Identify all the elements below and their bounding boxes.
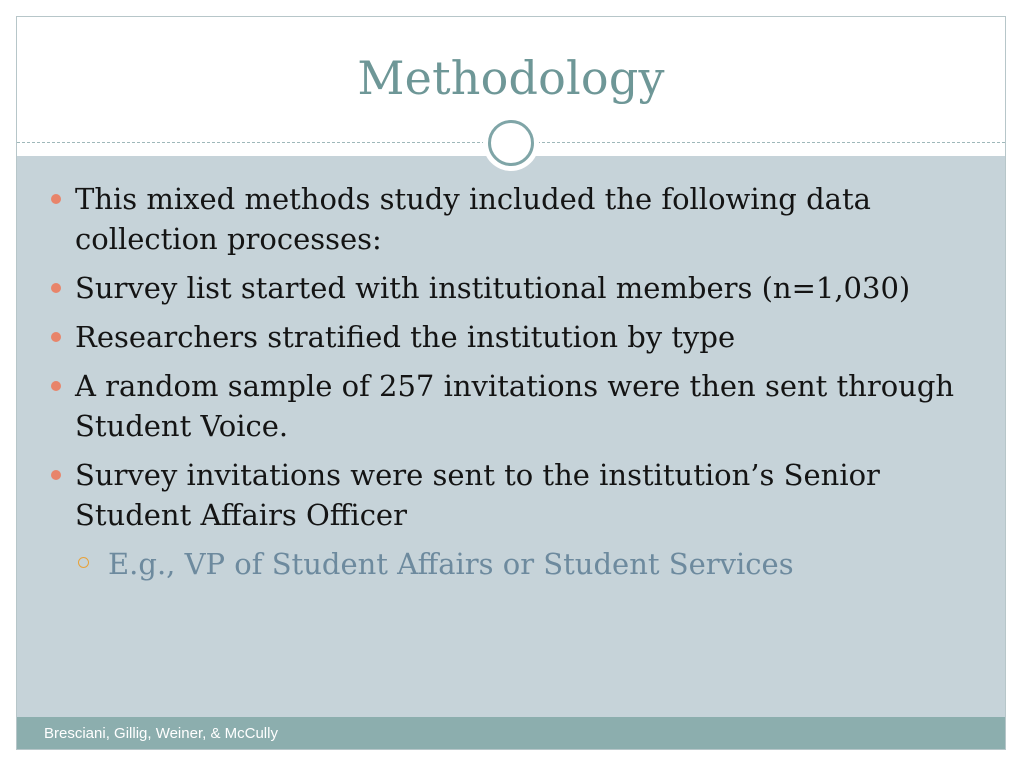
bullet-list [51, 179, 981, 584]
bullet-dot-icon [51, 194, 61, 204]
bullet-text: Survey invitations were sent to the institution’s Senior Student Affairs Officer [75, 458, 880, 532]
footer-authors: Bresciani, Gillig, Weiner, & McCully [44, 725, 278, 742]
bullet-item [51, 455, 981, 535]
bullet-text: This mixed methods study included the following data collection processes: [75, 182, 871, 256]
hollow-circle-bullet-icon [78, 557, 89, 568]
sub-bullet-text: E.g., VP of Student Affairs or Student Services [108, 547, 794, 581]
ornament-ring [488, 120, 534, 166]
bullet-item [51, 179, 981, 259]
circle-ornament-icon [483, 115, 539, 171]
bullet-text: Researchers stratified the institution by type [75, 320, 736, 354]
slide-title: Methodology [357, 51, 665, 105]
bullet-dot-icon [51, 470, 61, 480]
bullet-text: Survey list started with institutional members (n=1,030) [75, 271, 911, 305]
bullet-dot-icon [51, 381, 61, 391]
bullet-item [51, 317, 981, 357]
sub-bullet-item [51, 544, 981, 584]
footer-bar [17, 717, 1005, 750]
bullet-dot-icon [51, 332, 61, 342]
bullet-dot-icon [51, 283, 61, 293]
bullet-item [51, 366, 981, 446]
bullet-text: A random sample of 257 invitations were then sent through Student Voice. [75, 369, 955, 443]
slide [16, 16, 1006, 750]
bullet-item [51, 268, 981, 308]
